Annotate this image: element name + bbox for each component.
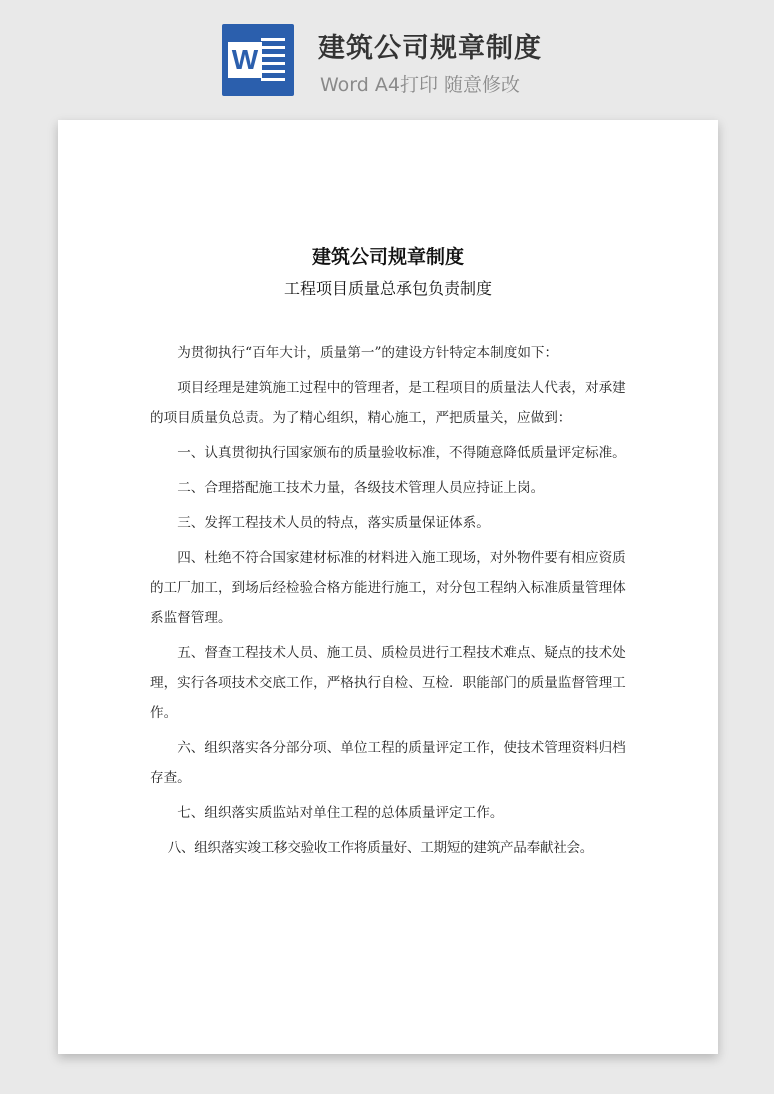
document-subtitle: 工程项目质量总承包负责制度	[283, 279, 492, 298]
document-body	[150, 338, 628, 868]
header	[0, 0, 774, 112]
paragraph-item-2: 二、合理搭配施工技术力量，各级技术管理人员应持证上岗。	[177, 480, 545, 496]
paragraph-item-8: 八、组织落实竣工移交验收工作将质量好、工期短的建筑产品奉献社会。	[167, 840, 594, 856]
paragraph-item-1: 一、认真贯彻执行国家颁布的质量验收标准，不得随意降低质量评定标准。	[177, 445, 626, 461]
paragraph-item-5: 五、督查工程技术人员、施工员、质检员进行工程技术难点、疑点的技术处理，实行各项技术交底工作，严格执行自检、互检．职能部门的质量监督管理工作。	[150, 645, 626, 721]
paragraph-item-6: 六、组织落实各分部分项、单位工程的质量评定工作，使技术管理资料归档存查。	[150, 740, 626, 786]
document-lines	[261, 38, 285, 86]
word-document-icon	[222, 24, 294, 96]
paragraph-intro: 为贯彻执行“百年大计，质量第一”的建设方针特定本制度如下：	[177, 345, 559, 361]
paragraph-manager: 项目经理是建筑施工过程中的管理者，是工程项目的质量法人代表，对承建的项目质量负总责。为了精心组织，精心施工，严把质量关，应做到：	[150, 380, 626, 426]
document-title: 建筑公司规章制度	[311, 246, 464, 268]
header-title: 建筑公司规章制度	[318, 33, 542, 64]
paragraph-item-3: 三、发挥工程技术人员的特点，落实质量保证体系。	[177, 515, 490, 531]
paragraph-item-7: 七、组织落实质监站对单住工程的总体质量评定工作。	[177, 805, 504, 821]
watermark	[90, 450, 115, 480]
paragraph-item-4: 四、杜绝不符合国家建材标准的材料进入施工现场，对外物件要有相应资质的工厂加工，到场后经检验合格方能进行施工，对分包工程纳入标准质量管理体系监督管理。	[150, 550, 626, 626]
document-page	[58, 120, 718, 1054]
word-letter: W	[228, 42, 262, 78]
header-subtitle: Word A4打印 随意修改	[320, 74, 521, 96]
